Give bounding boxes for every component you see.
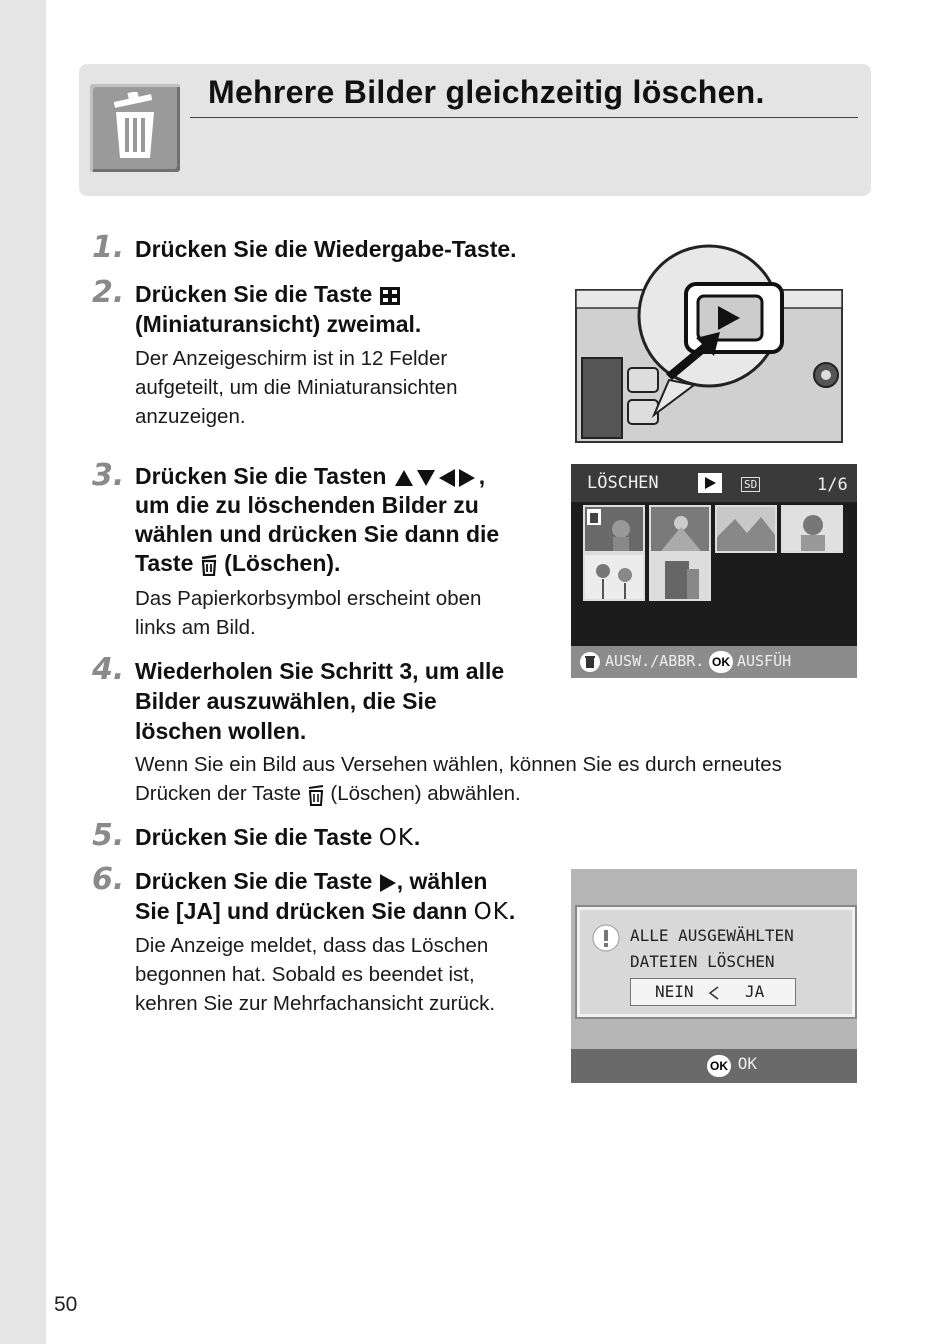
step-number: 2. [92,275,125,310]
trash-marker-icon [585,507,643,551]
page-margin-band [0,0,46,1344]
step-3-heading: Drücken Sie die Tasten , um die zu löschenden Bilder zu wählen und drücken Sie dann die Taste (Löschen). [135,463,500,576]
step-2-heading: Drücken Sie die Taste (Miniaturansicht) zweimal. [135,281,422,337]
ok-button-label: OK [473,899,509,925]
step-number: 3. [92,458,125,493]
arrow-keys-icon [393,468,479,488]
dialog-message-line-2: DATEIEN LÖSCHEN [630,952,775,971]
step-number: 6. [92,862,125,897]
thumbnail [649,553,711,601]
thumbnail [583,553,645,601]
step-5-text: Drücken Sie die Taste OK. [135,824,421,851]
step-number: 5. [92,818,125,853]
yes-button[interactable]: JA [745,982,765,1001]
ok-badge-icon: OK [709,651,733,673]
lcd-bottom-bar [571,646,857,678]
step-6-heading: Drücken Sie die Taste , wählen Sie [JA] und drücken Sie dann OK. [135,868,516,925]
thumbnail [781,505,843,553]
dialog-bottom-bar [571,1049,857,1083]
step-3-description: Das Papierkorbsymbol erscheint oben links am Bild. [135,587,482,639]
step-number: 4. [92,652,125,687]
trash-icon [90,84,180,172]
page-title: Mehrere Bilder gleichzeitig löschen. [208,74,765,110]
lcd-confirm-dialog-screen [571,869,857,1083]
step-4-description: Wenn Sie ein Bild aus Versehen wählen, können Sie es durch erneutes Drücken der Taste (Löschen) abwählen. [135,753,782,805]
step-number: 1. [92,230,125,265]
image-counter: 1/6 [817,475,848,495]
playback-icon [697,472,723,494]
select-cancel-label: AUSW./ABBR. [605,652,705,670]
ok-button-label: OK [378,825,414,851]
delete-icon [200,554,218,576]
step-2-description: Der Anzeigeschirm ist in 12 Felder aufgeteilt, um die Miniaturansichten anzuzeigen. [135,347,458,428]
camera-playback-button-illustration [574,240,844,444]
sd-card-icon: SD [741,477,760,492]
right-arrow-icon [379,873,397,893]
step-6-description: Die Anzeige meldet, dass das Löschen begonnen hat. Sobald es beendet ist, kehren Sie zur Mehrfachansicht zurück. [135,934,496,1015]
execute-label: AUSFÜH [737,652,792,670]
lcd-thumbnail-screen [571,464,857,678]
thumbnail [649,505,711,553]
dialog-choice-bar [630,978,796,1006]
confirm-dialog [577,907,855,1017]
title-underline [190,117,858,118]
lcd-mode-label: LÖSCHEN [587,473,659,493]
step-4-heading: Wiederholen Sie Schritt 3, um alle Bilder auszuwählen, die Sie löschen wollen. [135,658,505,744]
no-button[interactable]: NEIN [655,982,694,1001]
step-1-text: Drücken Sie die Wiedergabe-Taste. [135,236,517,262]
ok-label: OK [737,1054,757,1073]
ok-badge-icon: OK [707,1055,731,1077]
delete-icon [307,784,325,806]
thumbnail-view-icon [379,286,401,306]
thumbnail-selected [583,505,645,553]
warning-icon [592,924,620,952]
selector-left-arrow-icon [709,986,719,1000]
delete-button-icon [579,651,601,673]
page-number: 50 [54,1293,78,1316]
thumbnail [715,505,777,553]
dialog-message-line-1: ALLE AUSGEWÄHLTEN [630,926,794,945]
